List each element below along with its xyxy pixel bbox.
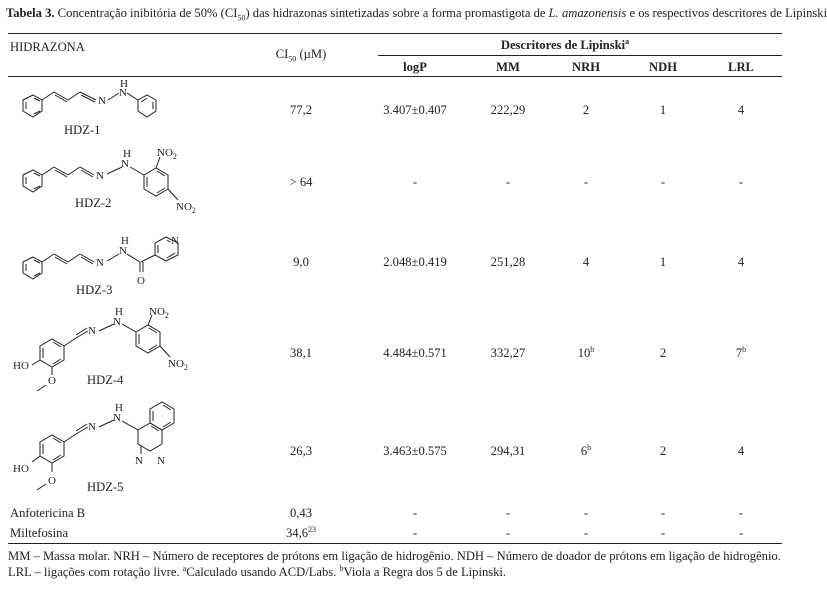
lrl-value: 4	[737, 103, 745, 117]
compound-name: HDZ-3	[76, 283, 113, 297]
nrh-footnote-mark: b	[590, 344, 595, 354]
atom-no2-sub: 2	[172, 152, 177, 161]
compound-name: Miltefosina	[10, 526, 69, 540]
atom-n: N	[88, 421, 96, 433]
logp-value: 2.048±0.419	[383, 255, 447, 269]
atom-no2-sub: 2	[164, 311, 169, 320]
nrh-value: 2	[582, 103, 590, 117]
mm-value: 294,31	[490, 444, 526, 458]
nrh-value: -	[583, 526, 589, 540]
header-rule	[8, 76, 782, 77]
nrh-footnote-mark: b	[587, 442, 592, 452]
ci50-number: 34,6	[285, 526, 309, 540]
ndh-value: 1	[659, 255, 667, 269]
atom-ho: HO	[13, 360, 29, 372]
structure-hdz-2	[10, 145, 220, 215]
footnote-line-2	[8, 564, 784, 580]
atom-h: H	[115, 402, 123, 414]
svg-text:NO2	[149, 306, 169, 320]
nrh-value	[578, 346, 595, 360]
footnote-mark-b: b	[339, 563, 344, 573]
header-logp: logP	[403, 60, 427, 74]
footnote-lipinski: Viola a Regra dos 5 de Lipinski.	[343, 565, 507, 579]
atom-no2-sub: 2	[183, 363, 188, 372]
ndh-value: 1	[659, 103, 667, 117]
footnote-lrl: LRL – ligações com rotação livre.	[8, 565, 183, 579]
ci50-value: 0,43	[289, 506, 313, 520]
ndh-value: -	[660, 526, 666, 540]
ndh-value: 2	[659, 346, 667, 360]
atom-h: H	[115, 306, 123, 318]
atom-n: N	[121, 158, 129, 170]
header-lrl: LRL	[728, 60, 754, 74]
ci50-reference: 23	[308, 524, 317, 534]
caption-text-b: ) das hidrazonas sintetizadas sobre a forma promastigota de	[245, 6, 549, 20]
nrh-value: -	[583, 175, 589, 189]
atom-no2-sub: 2	[191, 206, 196, 215]
table-caption	[6, 5, 827, 23]
logp-value: -	[412, 526, 418, 540]
table-footnote	[8, 548, 784, 580]
footnote-acd: Calculado usando ACD/Labs.	[186, 565, 340, 579]
lrl-number: 7	[735, 346, 743, 360]
mm-value: 251,28	[490, 255, 526, 269]
header-lipinski	[501, 38, 629, 52]
mm-value: -	[505, 175, 511, 189]
atom-h: H	[123, 148, 131, 160]
atom-n: N	[96, 170, 104, 182]
atom-n: N	[119, 87, 127, 99]
header-ci50-pre: CI	[275, 47, 289, 61]
svg-text:NO2	[168, 358, 188, 372]
header-lipinski-sup: a	[625, 36, 630, 46]
caption-text-a: Concentração inibitória de 50% (CI	[54, 6, 238, 20]
mm-value: 222,29	[490, 103, 526, 117]
header-compound: HIDRAZONA	[10, 40, 85, 54]
ci50-value	[286, 526, 316, 540]
compound-name: HDZ-1	[64, 123, 101, 137]
header-ci50-sub: 50	[288, 54, 297, 64]
mm-value: 332,27	[490, 346, 526, 360]
ndh-value: -	[660, 506, 666, 520]
group-rule	[378, 55, 782, 56]
svg-text:NO2	[176, 201, 196, 215]
lrl-value: 4	[737, 444, 745, 458]
header-ndh: NDH	[649, 60, 677, 74]
atom-no2: NO	[176, 201, 192, 213]
bottom-rule	[8, 543, 782, 544]
footnote-line-1: MM – Massa molar. NRH – Número de receptores de prótons em ligação de hidrogênio. NDH – Número de doador de prótons em ligação de hidrogênio.	[8, 549, 781, 563]
header-lipinski-label: Descritores de Lipinski	[500, 38, 626, 52]
lrl-value: -	[738, 175, 744, 189]
ci50-value: 38,1	[289, 346, 313, 360]
header-ci50	[275, 47, 327, 64]
lrl-value	[736, 346, 746, 360]
nrh-value: 4	[582, 255, 590, 269]
atom-n: N	[135, 455, 143, 467]
atom-o: O	[137, 275, 145, 287]
atom-o: O	[48, 475, 56, 487]
logp-value: 3.407±0.407	[383, 103, 447, 117]
nrh-value: -	[583, 506, 589, 520]
caption-sub50: 50	[237, 13, 246, 23]
atom-no2: NO	[157, 147, 173, 159]
compound-name: HDZ-5	[87, 480, 124, 494]
compound-name: HDZ-4	[87, 373, 124, 387]
ndh-value: 2	[659, 444, 667, 458]
ndh-value: -	[660, 175, 666, 189]
caption-text-c: e os respectivos descritores de Lipinski	[626, 6, 827, 20]
nrh-number: 10	[577, 346, 591, 360]
atom-h: H	[121, 235, 129, 247]
nrh-value	[581, 444, 591, 458]
ci50-value: 9,0	[293, 255, 309, 269]
nrh-number: 6	[580, 444, 588, 458]
atom-no2: NO	[168, 358, 184, 370]
ci50-value: 26,3	[289, 444, 313, 458]
svg-text:NO2	[157, 147, 177, 161]
mm-value: -	[505, 526, 511, 540]
atom-ho: HO	[13, 463, 29, 475]
lrl-footnote-mark: b	[742, 344, 747, 354]
compound-name: Anfotericina B	[10, 506, 86, 520]
caption-species: L. amazonensis	[548, 6, 627, 20]
logp-value: 4.484±0.571	[383, 346, 447, 360]
mm-value: -	[505, 506, 511, 520]
header-nrh: NRH	[572, 60, 600, 74]
atom-n: N	[88, 325, 96, 337]
atom-no2: NO	[149, 306, 165, 318]
logp-value: 3.463±0.575	[383, 444, 447, 458]
atom-o: O	[48, 375, 56, 387]
caption-label: Tabela 3.	[6, 6, 55, 20]
header-mm: MM	[496, 60, 520, 74]
lrl-value: 4	[737, 255, 745, 269]
top-rule	[8, 33, 782, 34]
logp-value: -	[412, 506, 418, 520]
atom-n: N	[98, 95, 106, 107]
atom-n: N	[119, 245, 127, 257]
logp-value: -	[412, 175, 418, 189]
footnote-mark-a: a	[182, 563, 187, 573]
ci50-value: 77,2	[289, 103, 313, 117]
header-ci50-post: (µM)	[296, 47, 327, 61]
atom-n: N	[96, 257, 104, 269]
lrl-value: -	[738, 526, 744, 540]
atom-n: N	[157, 455, 165, 467]
atom-n: N	[113, 316, 121, 328]
ci50-value: > 64	[289, 175, 313, 189]
atom-n: N	[113, 412, 121, 424]
atom-h: H	[120, 78, 128, 90]
compound-name: HDZ-2	[75, 196, 112, 210]
lrl-value: -	[738, 506, 744, 520]
atom-n: N	[171, 235, 179, 247]
